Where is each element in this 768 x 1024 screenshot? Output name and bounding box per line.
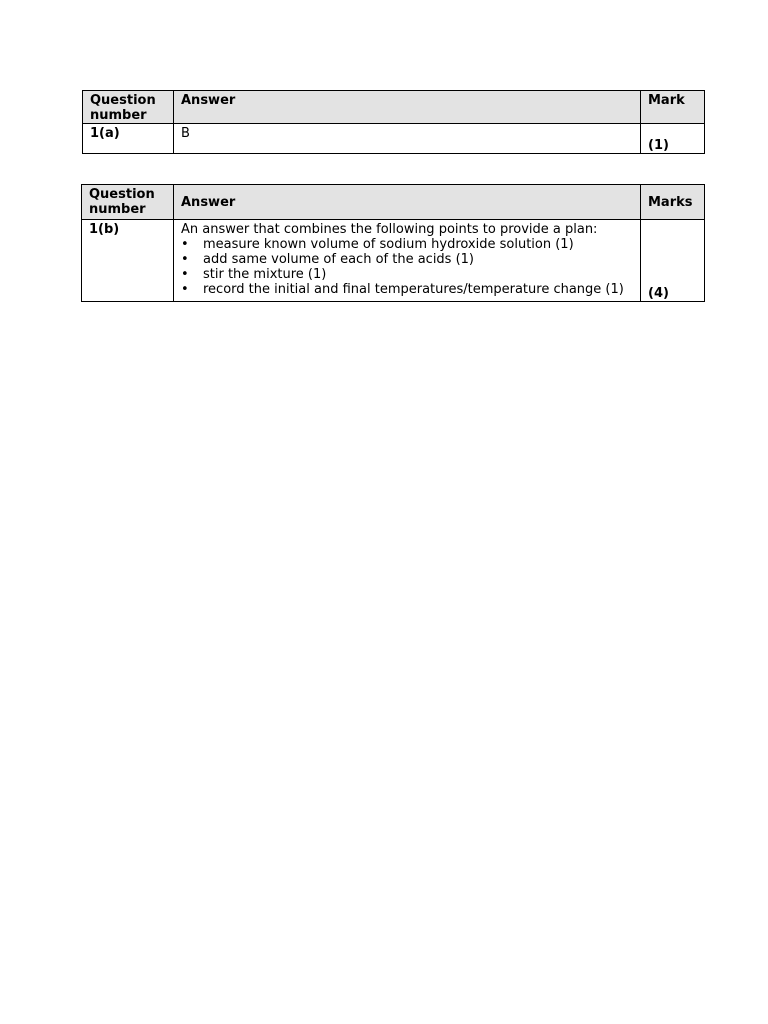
table-row bbox=[83, 124, 705, 154]
point-text: measure known volume of sodium hydroxide solution (1) bbox=[203, 237, 574, 252]
mark-cell bbox=[641, 220, 705, 302]
point-text: record the initial and final temperatures/temperature change (1) bbox=[203, 282, 624, 297]
marks-header: Marks bbox=[641, 185, 705, 220]
question-number-header: Question number bbox=[82, 185, 174, 220]
answer-header: Answer bbox=[174, 91, 641, 124]
mark-scheme-table-1a bbox=[82, 90, 705, 154]
answer-intro: An answer that combines the following points to provide a plan: bbox=[181, 222, 598, 237]
mark-scheme-table-1b bbox=[81, 184, 705, 302]
list-item bbox=[181, 252, 640, 267]
question-number: 1(b) bbox=[82, 220, 174, 302]
question-number: 1(a) bbox=[83, 124, 174, 154]
point-text: stir the mixture (1) bbox=[203, 267, 327, 282]
list-item bbox=[181, 282, 640, 297]
point-text: add same volume of each of the acids (1) bbox=[203, 252, 475, 267]
answer-header: Answer bbox=[174, 185, 641, 220]
list-item bbox=[181, 237, 640, 252]
bullet-icon: • bbox=[181, 282, 189, 297]
answer-cell bbox=[174, 220, 641, 302]
bullet-icon: • bbox=[181, 252, 189, 267]
mark-cell bbox=[641, 124, 705, 154]
answer-points-list bbox=[181, 237, 640, 297]
question-number-header: Question number bbox=[83, 91, 174, 124]
table-row bbox=[82, 220, 705, 302]
mark-value: (4) bbox=[648, 286, 669, 301]
bullet-icon: • bbox=[181, 267, 189, 282]
mark-header: Mark bbox=[641, 91, 705, 124]
list-item bbox=[181, 267, 640, 282]
answer-text: B bbox=[174, 124, 641, 154]
table-header-row bbox=[82, 185, 705, 220]
table-header-row bbox=[83, 91, 705, 124]
bullet-icon: • bbox=[181, 237, 189, 252]
mark-value: (1) bbox=[648, 138, 669, 153]
